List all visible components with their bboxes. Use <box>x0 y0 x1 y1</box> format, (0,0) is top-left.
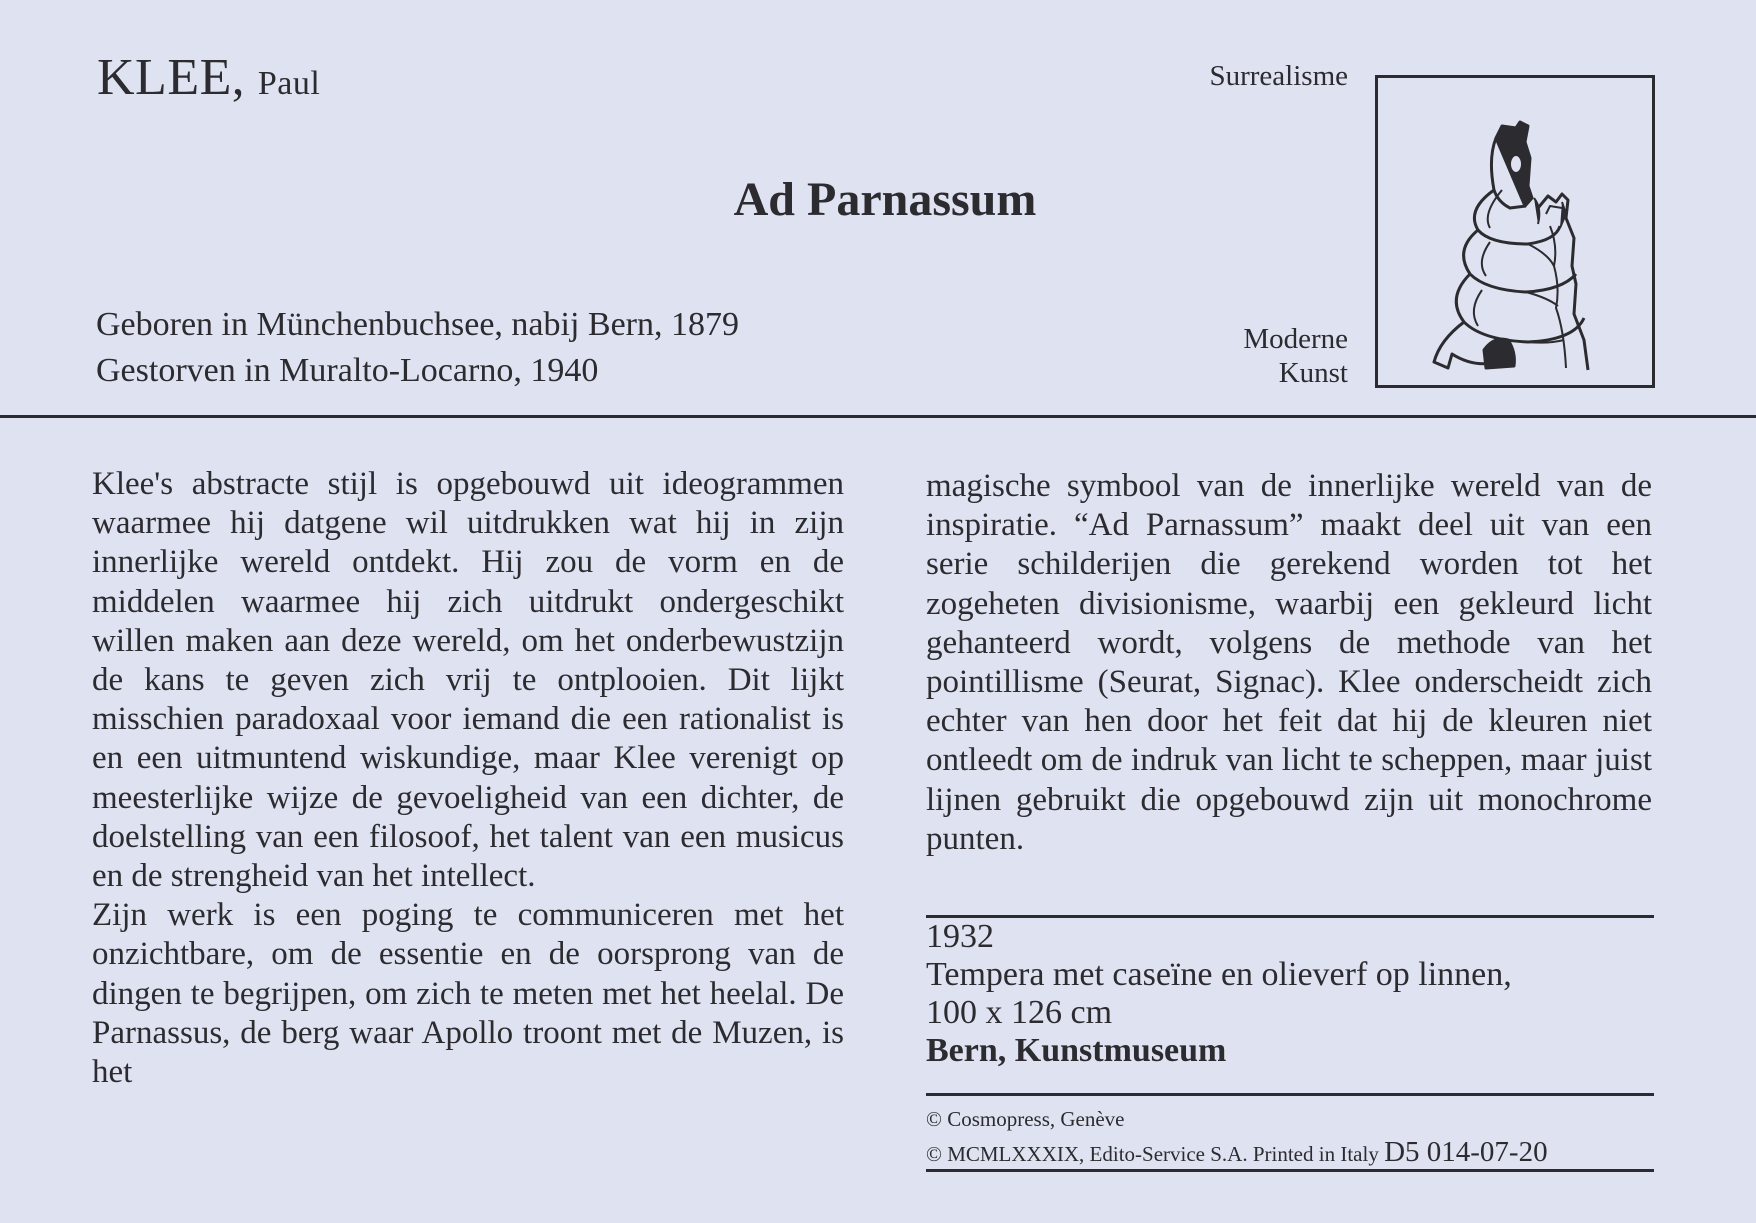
birth-line: Geboren in Münchenbuchsee, nabij Bern, 1879 <box>96 306 739 343</box>
category-sublabel-line-2: Kunst <box>1278 357 1348 389</box>
card-code: D5 014-07-20 <box>1384 1136 1548 1168</box>
death-line: Gestorven in Muralto-Locarno, 1940 <box>96 352 599 389</box>
artist-firstname: Paul <box>257 65 321 102</box>
description-left-column <box>92 465 844 1092</box>
copyright-line-1: © Cosmopress, Genève <box>926 1107 1125 1131</box>
copyright-publisher: © MCMLXXXIX, Edito-Service S.A. Printed in Italy <box>926 1142 1379 1166</box>
gaudi-chimney-icon <box>1378 78 1652 385</box>
copyright-line-2 <box>926 1136 1666 1171</box>
description-paragraph-3: magische symbool van de innerlijke wereld van de inspiratie. “Ad Parnassum” maakt deel uit van een serie schilderijen die gerekend worden tot het zogeheten divisionisme, waarbij een gekleurd licht gehanteerd wordt, volgens de methode van het pointillisme (Seurat, Signac). Klee onderscheidt zich echter van hen door het feit dat hij de kleuren niet ontleedt om de indruk van licht te scheppen, maar juist lijnen gebruikt die opgebouwd zijn uit monochrome punten. <box>926 468 1652 857</box>
description-paragraph-1: Klee's abstracte stijl is opgebouwd uit ideogrammen waarmee hij datgene wil uitdrukken wat hij in zijn innerlijke wereld ontdekt. Hij zou de vorm en de middelen waarmee hij zich uitdrukt ondergeschikt willen maken aan deze wereld, om het onderbewustzijn de kans te geven zich vrij te ontplooien. Dit lijkt misschien paradoxaal voor iemand die een rationalist is en een uitmuntend wiskundige, maar Klee verenigt op meesterlijke wijze de gevoeligheid van een dichter, de doelstelling van een filosoof, het talent van een musicus en de strengheid van het intellect. <box>92 466 844 895</box>
artwork-size: 100 x 126 cm <box>926 994 1113 1031</box>
artist-name: KLEE, Paul <box>97 49 321 106</box>
artwork-details <box>926 918 1666 1070</box>
category-emblem-frame <box>1375 75 1655 388</box>
artist-biography <box>96 302 739 394</box>
header-divider <box>0 415 1756 418</box>
copyright-block <box>926 1103 1666 1171</box>
description-paragraph-2: Zijn werk is een poging te communiceren met het onzichtbare, om de essentie en de oorsprong van de dingen te begrijpen, om zich te meten met het heelal. De Parnassus, de berg waar Apollo troont met de Muzen, is het <box>92 897 844 1091</box>
artwork-year: 1932 <box>926 918 994 955</box>
category-label: Surrealisme <box>1209 60 1348 92</box>
details-divider-bottom <box>926 1093 1654 1096</box>
artwork-title: Ad Parnassum <box>733 173 1037 226</box>
artwork-medium: Tempera met caseïne en olieverf op linnen, <box>926 956 1512 993</box>
artist-surname: KLEE <box>97 49 232 106</box>
description-right-column <box>926 467 1652 859</box>
category-sublabel-line-1: Moderne <box>1243 323 1348 355</box>
category-sublabel <box>1140 322 1348 390</box>
footer-divider <box>926 1169 1654 1172</box>
artwork-location: Bern, Kunstmuseum <box>926 1032 1227 1069</box>
